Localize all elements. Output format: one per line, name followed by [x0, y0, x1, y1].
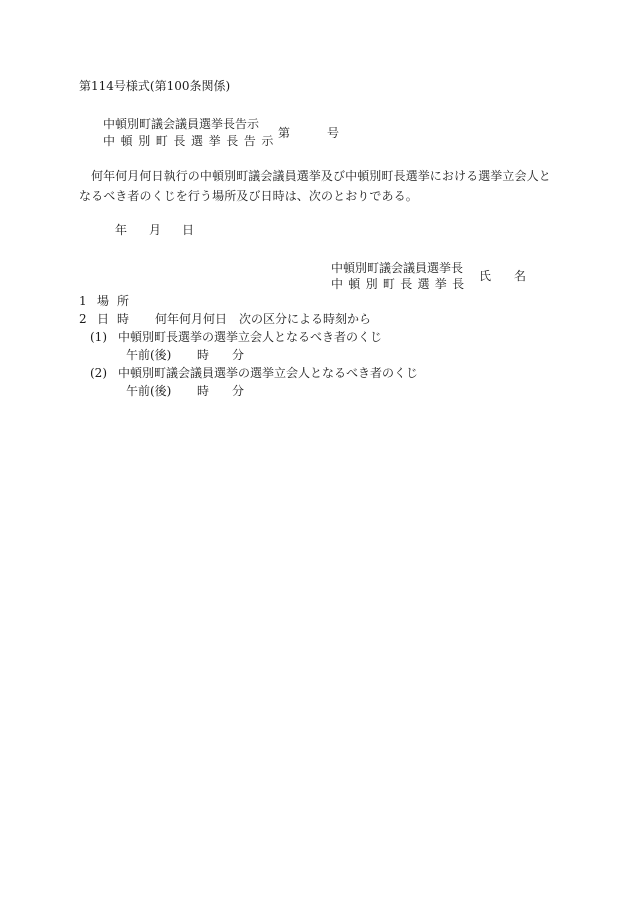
body-text: 何年何月何日執行の中頓別町議会議員選挙及び中頓別町長選挙における選挙立会人となるべき者のくじを行う場所及び日時は、次のとおりである。 [79, 169, 551, 203]
issuer-name-prefix: 氏 [479, 269, 492, 283]
issuer-line1: 中頓別町議会議員選挙長 [331, 261, 464, 275]
issuer-name-suffix: 名 [514, 269, 527, 283]
subitem1-ampm: 午前(後) [126, 348, 172, 362]
subitem1-number: (1) [90, 330, 107, 344]
subitem2-minute: 分 [232, 384, 245, 398]
subitem2-hour: 時 [197, 384, 210, 398]
date-day: 日 [182, 223, 195, 237]
subitem1-text: 中頓別町長選挙の選挙立会人となるべき者のくじ [118, 330, 383, 344]
subitem2-text: 中頓別町議会議員選挙の選挙立会人となるべき者のくじ [118, 366, 419, 380]
date-year: 年 [115, 223, 128, 237]
item2-label: 日時 [97, 312, 138, 326]
subitem2-ampm: 午前(後) [126, 384, 172, 398]
notice-title-line1: 中頓別町議会議員選挙長告示 [103, 117, 260, 131]
date-month: 月 [149, 223, 162, 237]
subitem1-minute: 分 [232, 348, 245, 362]
issuer-line2: 中頓別町長選挙長 [331, 277, 470, 291]
item1-number: 1 [79, 294, 87, 308]
notice-number-suffix: 号 [327, 126, 340, 140]
subitem1-hour: 時 [197, 348, 210, 362]
notice-number-prefix: 第 [278, 126, 291, 140]
notice-title-line2: 中頓別町長選挙長告示 [103, 134, 280, 148]
form-number: 第114号様式(第100条関係) [79, 79, 231, 93]
item2-number: 2 [79, 312, 87, 326]
item2-description: 何年何月何日 次の区分による時刻から [155, 312, 372, 326]
subitem2-number: (2) [90, 366, 107, 380]
item1-label: 場所 [97, 294, 138, 308]
